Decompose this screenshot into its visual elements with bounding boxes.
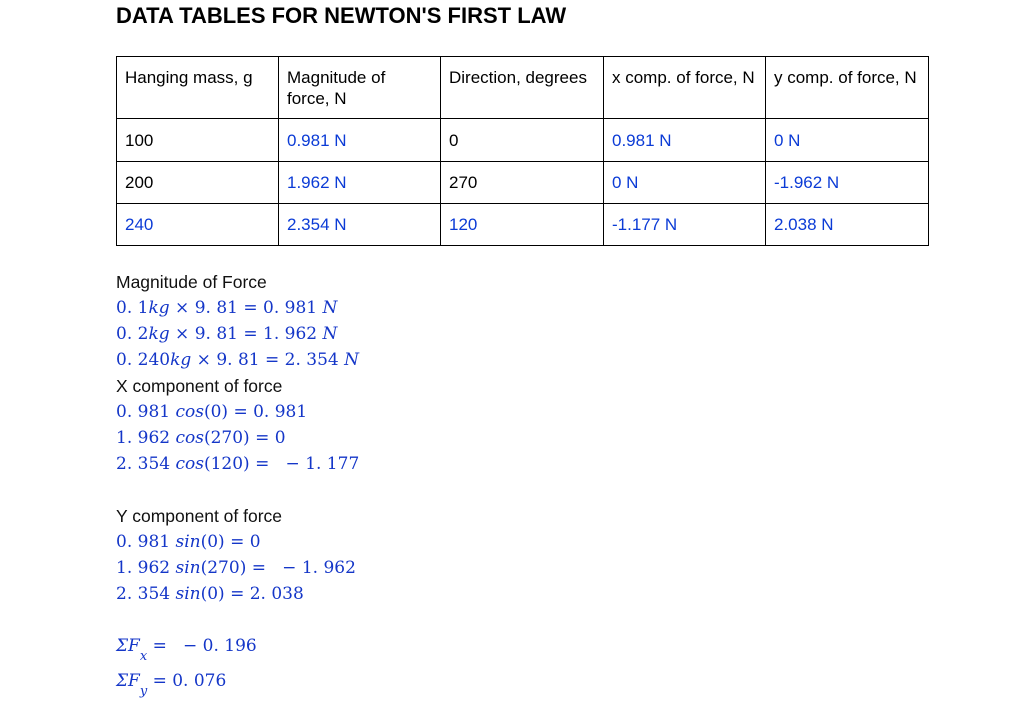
x-component-line	[116, 454, 359, 474]
math-text: (0) = 2. 038	[200, 584, 304, 604]
math-text: × 9. 81 = 2. 354	[191, 350, 345, 370]
math-text: kg	[148, 324, 170, 344]
table-header-row	[117, 57, 929, 119]
x-component-heading: X component of force	[116, 376, 283, 396]
math-text: 0. 981	[116, 532, 176, 552]
cell-y-comp: 2.038 N	[766, 204, 929, 246]
math-text: 0. 981	[116, 402, 176, 422]
math-text: cos	[175, 402, 204, 422]
y-component-line	[116, 532, 261, 552]
x-component-line	[116, 402, 307, 422]
header-magnitude: Magnitude of force, N	[279, 57, 441, 119]
cell-mass: 100	[117, 119, 279, 162]
math-text: (120) = − 1. 177	[203, 454, 360, 474]
math-text: sin	[175, 532, 201, 552]
cell-x-comp: 0 N	[604, 162, 766, 204]
cell-x-comp: -1.177 N	[604, 204, 766, 246]
y-component-line	[116, 558, 356, 578]
math-text: (0) = 0	[200, 532, 261, 552]
table-row	[117, 119, 929, 162]
math-text: sin	[175, 558, 201, 578]
page-title: DATA TABLES FOR NEWTON'S FIRST LAW	[116, 3, 567, 28]
math-text: = − 0. 196	[147, 636, 257, 656]
magnitude-line	[116, 324, 337, 344]
cell-x-comp: 0.981 N	[604, 119, 766, 162]
table-row	[117, 162, 929, 204]
math-text: x	[139, 649, 148, 664]
magnitude-line	[116, 350, 359, 370]
math-text: N	[344, 350, 359, 370]
x-component-line	[116, 428, 286, 448]
math-text: kg	[148, 298, 170, 318]
cell-y-comp: 0 N	[766, 119, 929, 162]
math-text: 2. 354	[116, 454, 176, 474]
math-text: cos	[175, 428, 204, 448]
data-table	[116, 56, 929, 246]
math-text: 0. 240	[116, 350, 171, 370]
math-text: kg	[170, 350, 192, 370]
cell-magnitude: 1.962 N	[279, 162, 441, 204]
math-text: (270) = 0	[203, 428, 286, 448]
sum-fx	[116, 636, 257, 664]
math-text: × 9. 81 = 1. 962	[169, 324, 323, 344]
table-row	[117, 204, 929, 246]
cell-magnitude: 2.354 N	[279, 204, 441, 246]
header-y-comp: y comp. of force, N	[766, 57, 929, 119]
math-text: sin	[175, 584, 201, 604]
y-component-line	[116, 584, 304, 604]
y-component-heading: Y component of force	[116, 506, 283, 526]
cell-direction: 0	[441, 119, 604, 162]
sum-fy	[116, 671, 227, 699]
cell-y-comp: -1.962 N	[766, 162, 929, 204]
header-x-comp: x comp. of force, N	[604, 57, 766, 119]
magnitude-heading: Magnitude of Force	[116, 272, 267, 292]
math-text: 0. 2	[116, 324, 149, 344]
cell-direction: 120	[441, 204, 604, 246]
math-text: y	[139, 684, 148, 699]
math-text: 1. 962	[116, 428, 176, 448]
math-text: 0. 1	[116, 298, 149, 318]
math-text: (0) = 0. 981	[203, 402, 308, 422]
math-text: ΣF	[116, 671, 140, 691]
math-text: 1. 962	[116, 558, 176, 578]
math-text: ΣF	[116, 636, 140, 656]
math-text: × 9. 81 = 0. 981	[169, 298, 323, 318]
math-text: 2. 354	[116, 584, 176, 604]
math-text: N	[322, 298, 338, 318]
header-direction: Direction, degrees	[441, 57, 604, 119]
cell-mass: 200	[117, 162, 279, 204]
math-text: (270) = − 1. 962	[200, 558, 356, 578]
cell-mass: 240	[117, 204, 279, 246]
cell-magnitude: 0.981 N	[279, 119, 441, 162]
cell-direction: 270	[441, 162, 604, 204]
math-text: N	[322, 324, 338, 344]
header-hanging-mass: Hanging mass, g	[117, 57, 279, 119]
math-text: cos	[175, 454, 204, 474]
magnitude-line	[116, 298, 337, 318]
math-text: = 0. 076	[147, 671, 227, 691]
